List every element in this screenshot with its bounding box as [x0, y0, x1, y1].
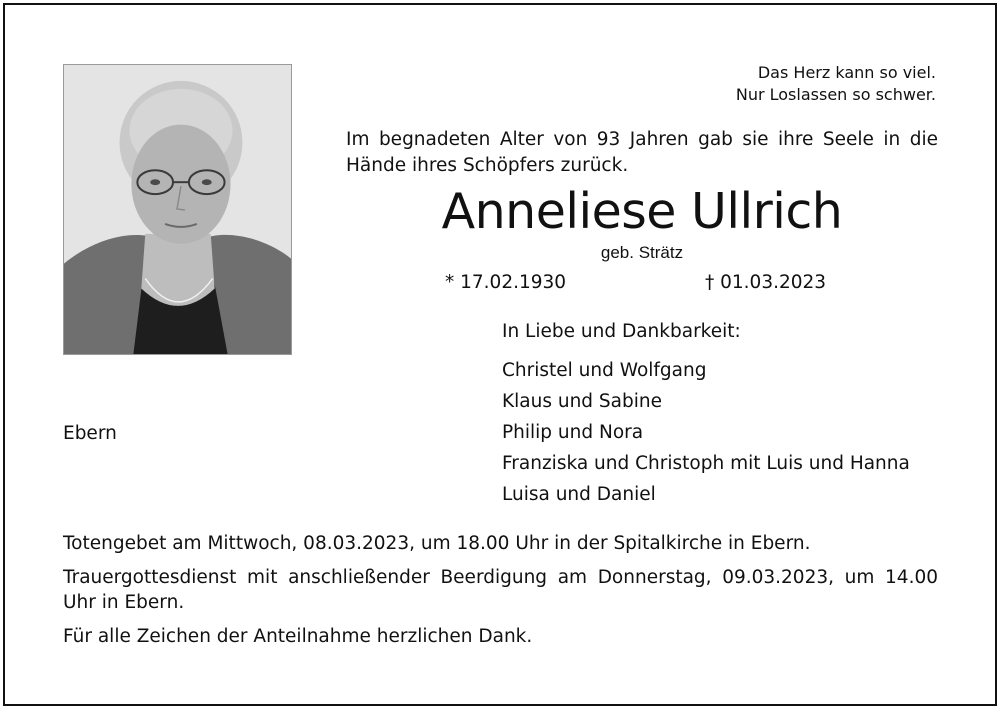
funeral-note: Trauergottesdienst mit anschließender Beerdigung am Donnerstag, 09.03.2023, um 14.00 Uhr in Ebern. — [63, 567, 938, 613]
mourner-entry: Christel und Wolfgang — [502, 360, 707, 381]
place-name: Ebern — [63, 423, 117, 444]
death-date: † 01.03.2023 — [705, 272, 827, 293]
birth-date: * 17.02.1930 — [445, 272, 567, 293]
thanks-label: In Liebe und Dankbarkeit: — [502, 321, 741, 342]
deceased-name: Anneliese Ullrich — [441, 183, 843, 240]
mourner-entry: Franziska und Christoph mit Luis und Hanna — [502, 453, 910, 474]
thanks-note: Für alle Zeichen der Anteilnahme herzlichen Dank. — [63, 626, 533, 647]
motto-line: Nur Loslassen so schwer. — [735, 85, 936, 104]
motto-line: Das Herz kann so viel. — [757, 63, 936, 82]
mourner-entry: Klaus und Sabine — [502, 391, 662, 412]
mourners-list — [502, 355, 910, 510]
portrait-image — [64, 65, 291, 354]
intro-text: Im begnadeten Alter von 93 Jahren gab sie ihre Seele in die Hände ihres Schöpfers zurück. — [346, 129, 938, 176]
mourner-entry: Luisa und Daniel — [502, 484, 656, 505]
prayer-note: Totengebet am Mittwoch, 08.03.2023, um 18.00 Uhr in der Spitalkirche in Ebern. — [63, 533, 811, 554]
service-notes — [63, 531, 938, 658]
mourner-entry: Philip und Nora — [502, 422, 644, 443]
motto-quote — [600, 62, 936, 106]
birth-name: geb. Strätz — [600, 243, 684, 262]
portrait-photo — [63, 64, 292, 355]
